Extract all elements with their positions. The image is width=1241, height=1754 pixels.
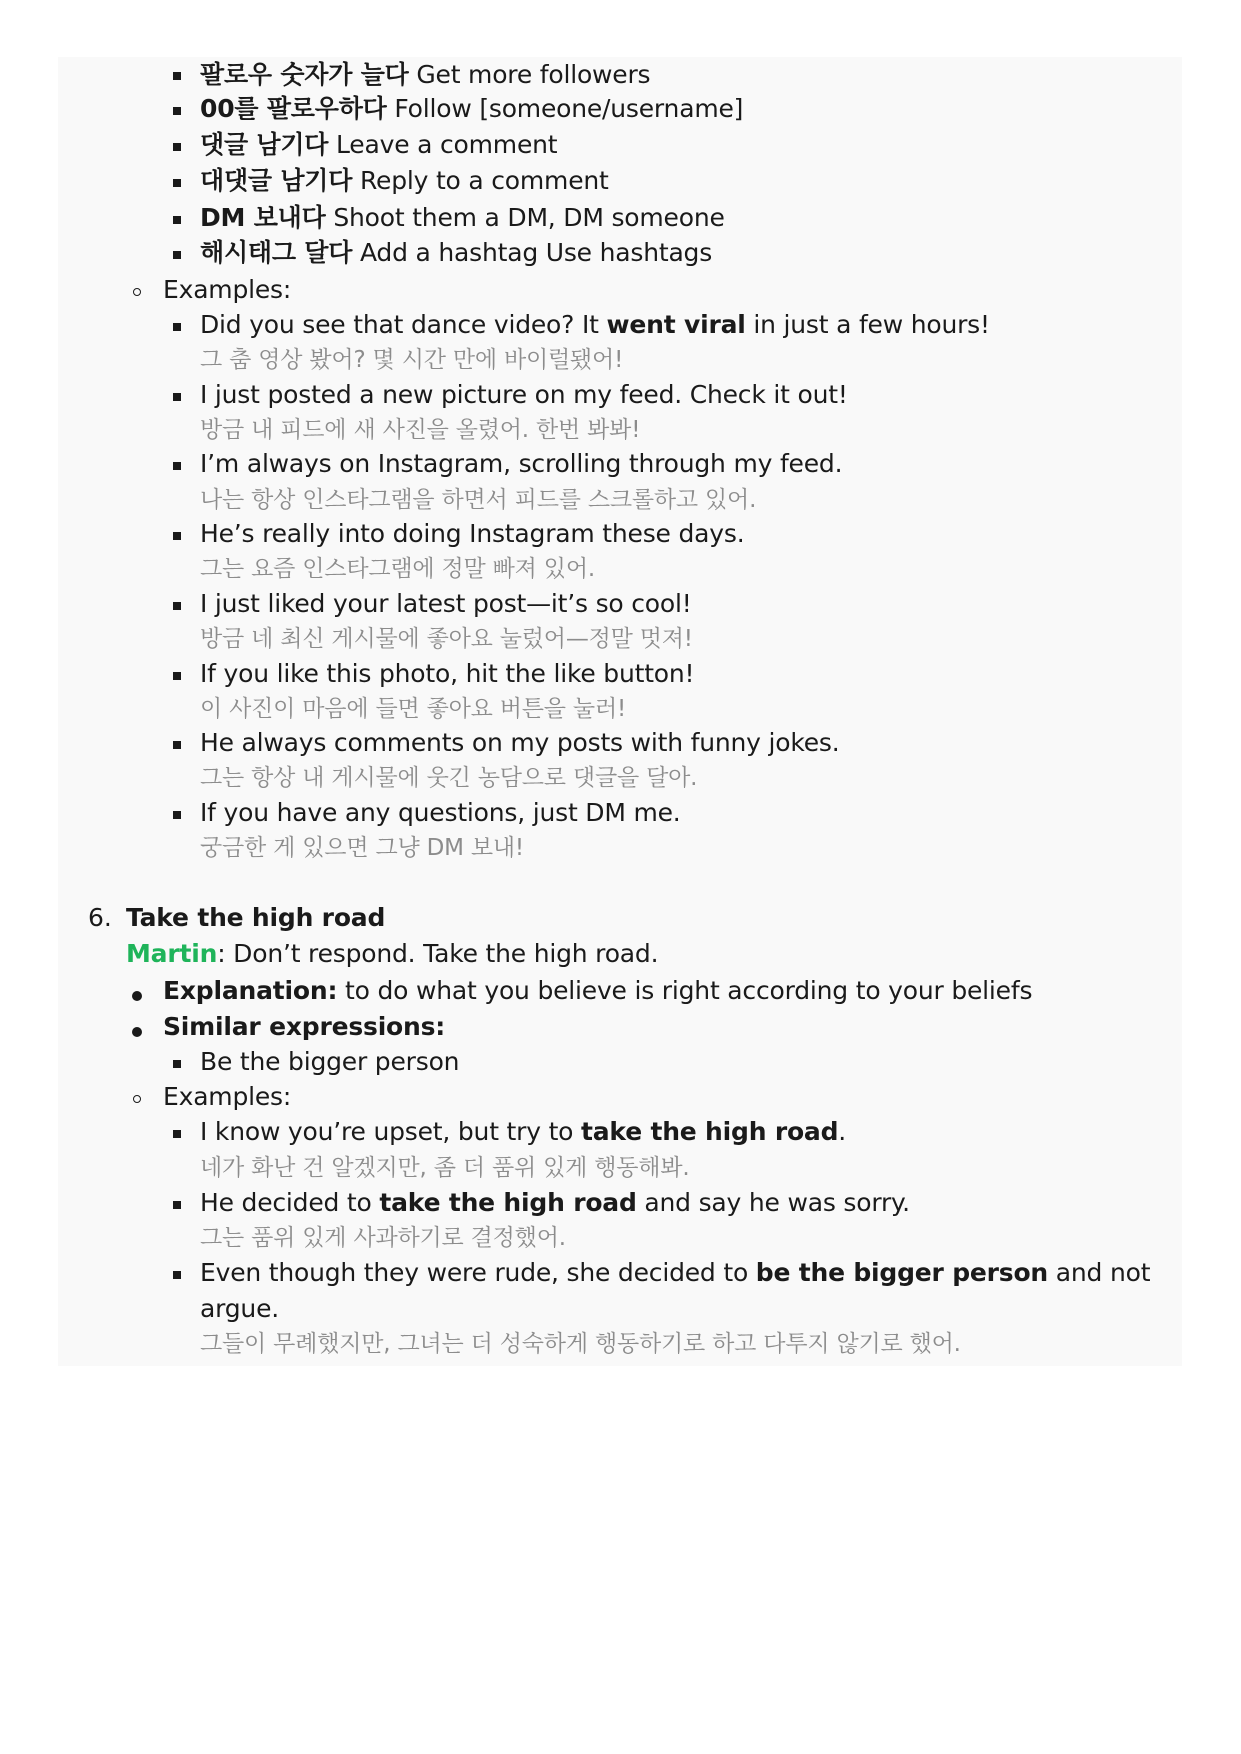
bullet-square: [173, 179, 181, 187]
example-ko: 그 춤 영상 봤어? 몇 시간 만에 바이럴됐어!: [200, 347, 624, 373]
bullet-square: [173, 1271, 181, 1279]
bullet-circle: [133, 288, 141, 296]
vocab-item: 팔로우 숫자가 늘다 Get more followers: [200, 60, 651, 89]
example-en: I know you’re upset, but try to take the high road.: [200, 1117, 847, 1146]
example-ko: 이 사진이 마음에 들면 좋아요 버튼을 눌러!: [200, 696, 626, 722]
bullet-square: [173, 532, 181, 540]
examples-label: Examples:: [163, 275, 292, 304]
example-en: I’m always on Instagram, scrolling through my feed.: [200, 449, 843, 478]
example-ko: 방금 내 피드에 새 사진을 올렸어. 한번 봐봐!: [200, 417, 641, 443]
vocab-item: 댓글 남기다 Leave a comment: [200, 130, 558, 159]
bullet-square: [173, 143, 181, 151]
example-ko: 그는 품위 있게 사과하기로 결정했어.: [200, 1225, 566, 1251]
example-ko: 그는 항상 내 게시물에 웃긴 농담으로 댓글을 달아.: [200, 765, 698, 791]
vocab-item: 해시태그 달다 Add a hashtag Use hashtags: [200, 238, 713, 267]
example-ko: 네가 화난 건 알겠지만, 좀 더 품위 있게 행동해봐.: [200, 1155, 690, 1181]
vocab-item: 대댓글 남기다 Reply to a comment: [200, 166, 609, 195]
bullet-square: [173, 811, 181, 819]
vocab-item: DM 보내다 Shoot them a DM, DM someone: [200, 203, 725, 232]
example-en: I just posted a new picture on my feed. Check it out!: [200, 380, 848, 409]
example-ko: 나는 항상 인스타그램을 하면서 피드를 스크롤하고 있어.: [200, 487, 757, 513]
bullet-square: [173, 741, 181, 749]
example-ko: 그는 요즘 인스타그램에 정말 빠져 있어.: [200, 556, 595, 582]
vocab-item: 00를 팔로우하다 Follow [someone/username]: [200, 94, 744, 123]
similar-expressions-label: Similar expressions:: [163, 1012, 446, 1041]
bullet-square: [173, 672, 181, 680]
example-en: Even though they were rude, she decided to be the bigger person and not: [200, 1258, 1151, 1287]
bullet-square: [173, 323, 181, 331]
example-en: If you have any questions, just DM me.: [200, 798, 681, 827]
example-en: Did you see that dance video? It went viral in just a few hours!: [200, 310, 990, 339]
bullet-square: [173, 216, 181, 224]
explanation: Explanation: to do what you believe is right according to your beliefs: [163, 976, 1033, 1005]
bullet-square: [173, 1060, 181, 1068]
section-title: Take the high road: [126, 903, 386, 932]
example-en: He decided to take the high road and say he was sorry.: [200, 1188, 910, 1217]
example-ko: 방금 네 최신 게시물에 좋아요 눌렀어—정말 멋져!: [200, 626, 693, 652]
bullet-dot: [132, 991, 142, 1001]
example-ko: 궁금한 게 있으면 그냥 DM 보내!: [200, 835, 524, 861]
bullet-circle: [133, 1095, 141, 1103]
bullet-square: [173, 72, 181, 80]
bullet-square: [173, 462, 181, 470]
bullet-square: [173, 251, 181, 259]
example-en: If you like this photo, hit the like button!: [200, 659, 695, 688]
bullet-square: [173, 602, 181, 610]
bullet-square: [173, 1201, 181, 1209]
bullet-dot: [132, 1027, 142, 1037]
dialogue-line: Martin: Don’t respond. Take the high road.: [126, 939, 659, 968]
example-ko: 그들이 무례했지만, 그녀는 더 성숙하게 행동하기로 하고 다투지 않기로 했어.: [200, 1331, 961, 1357]
example-en-continued: argue.: [200, 1294, 280, 1323]
bullet-square: [173, 1130, 181, 1138]
bullet-square: [173, 107, 181, 115]
speaker-name: Martin: [126, 939, 218, 968]
example-en: I just liked your latest post—it’s so cool!: [200, 589, 692, 618]
example-en: He always comments on my posts with funny jokes.: [200, 728, 840, 757]
examples-label: Examples:: [163, 1082, 292, 1111]
example-en: He’s really into doing Instagram these days.: [200, 519, 745, 548]
similar-expression-item: Be the bigger person: [200, 1047, 460, 1076]
bullet-square: [173, 393, 181, 401]
section-number: 6.: [88, 903, 112, 932]
